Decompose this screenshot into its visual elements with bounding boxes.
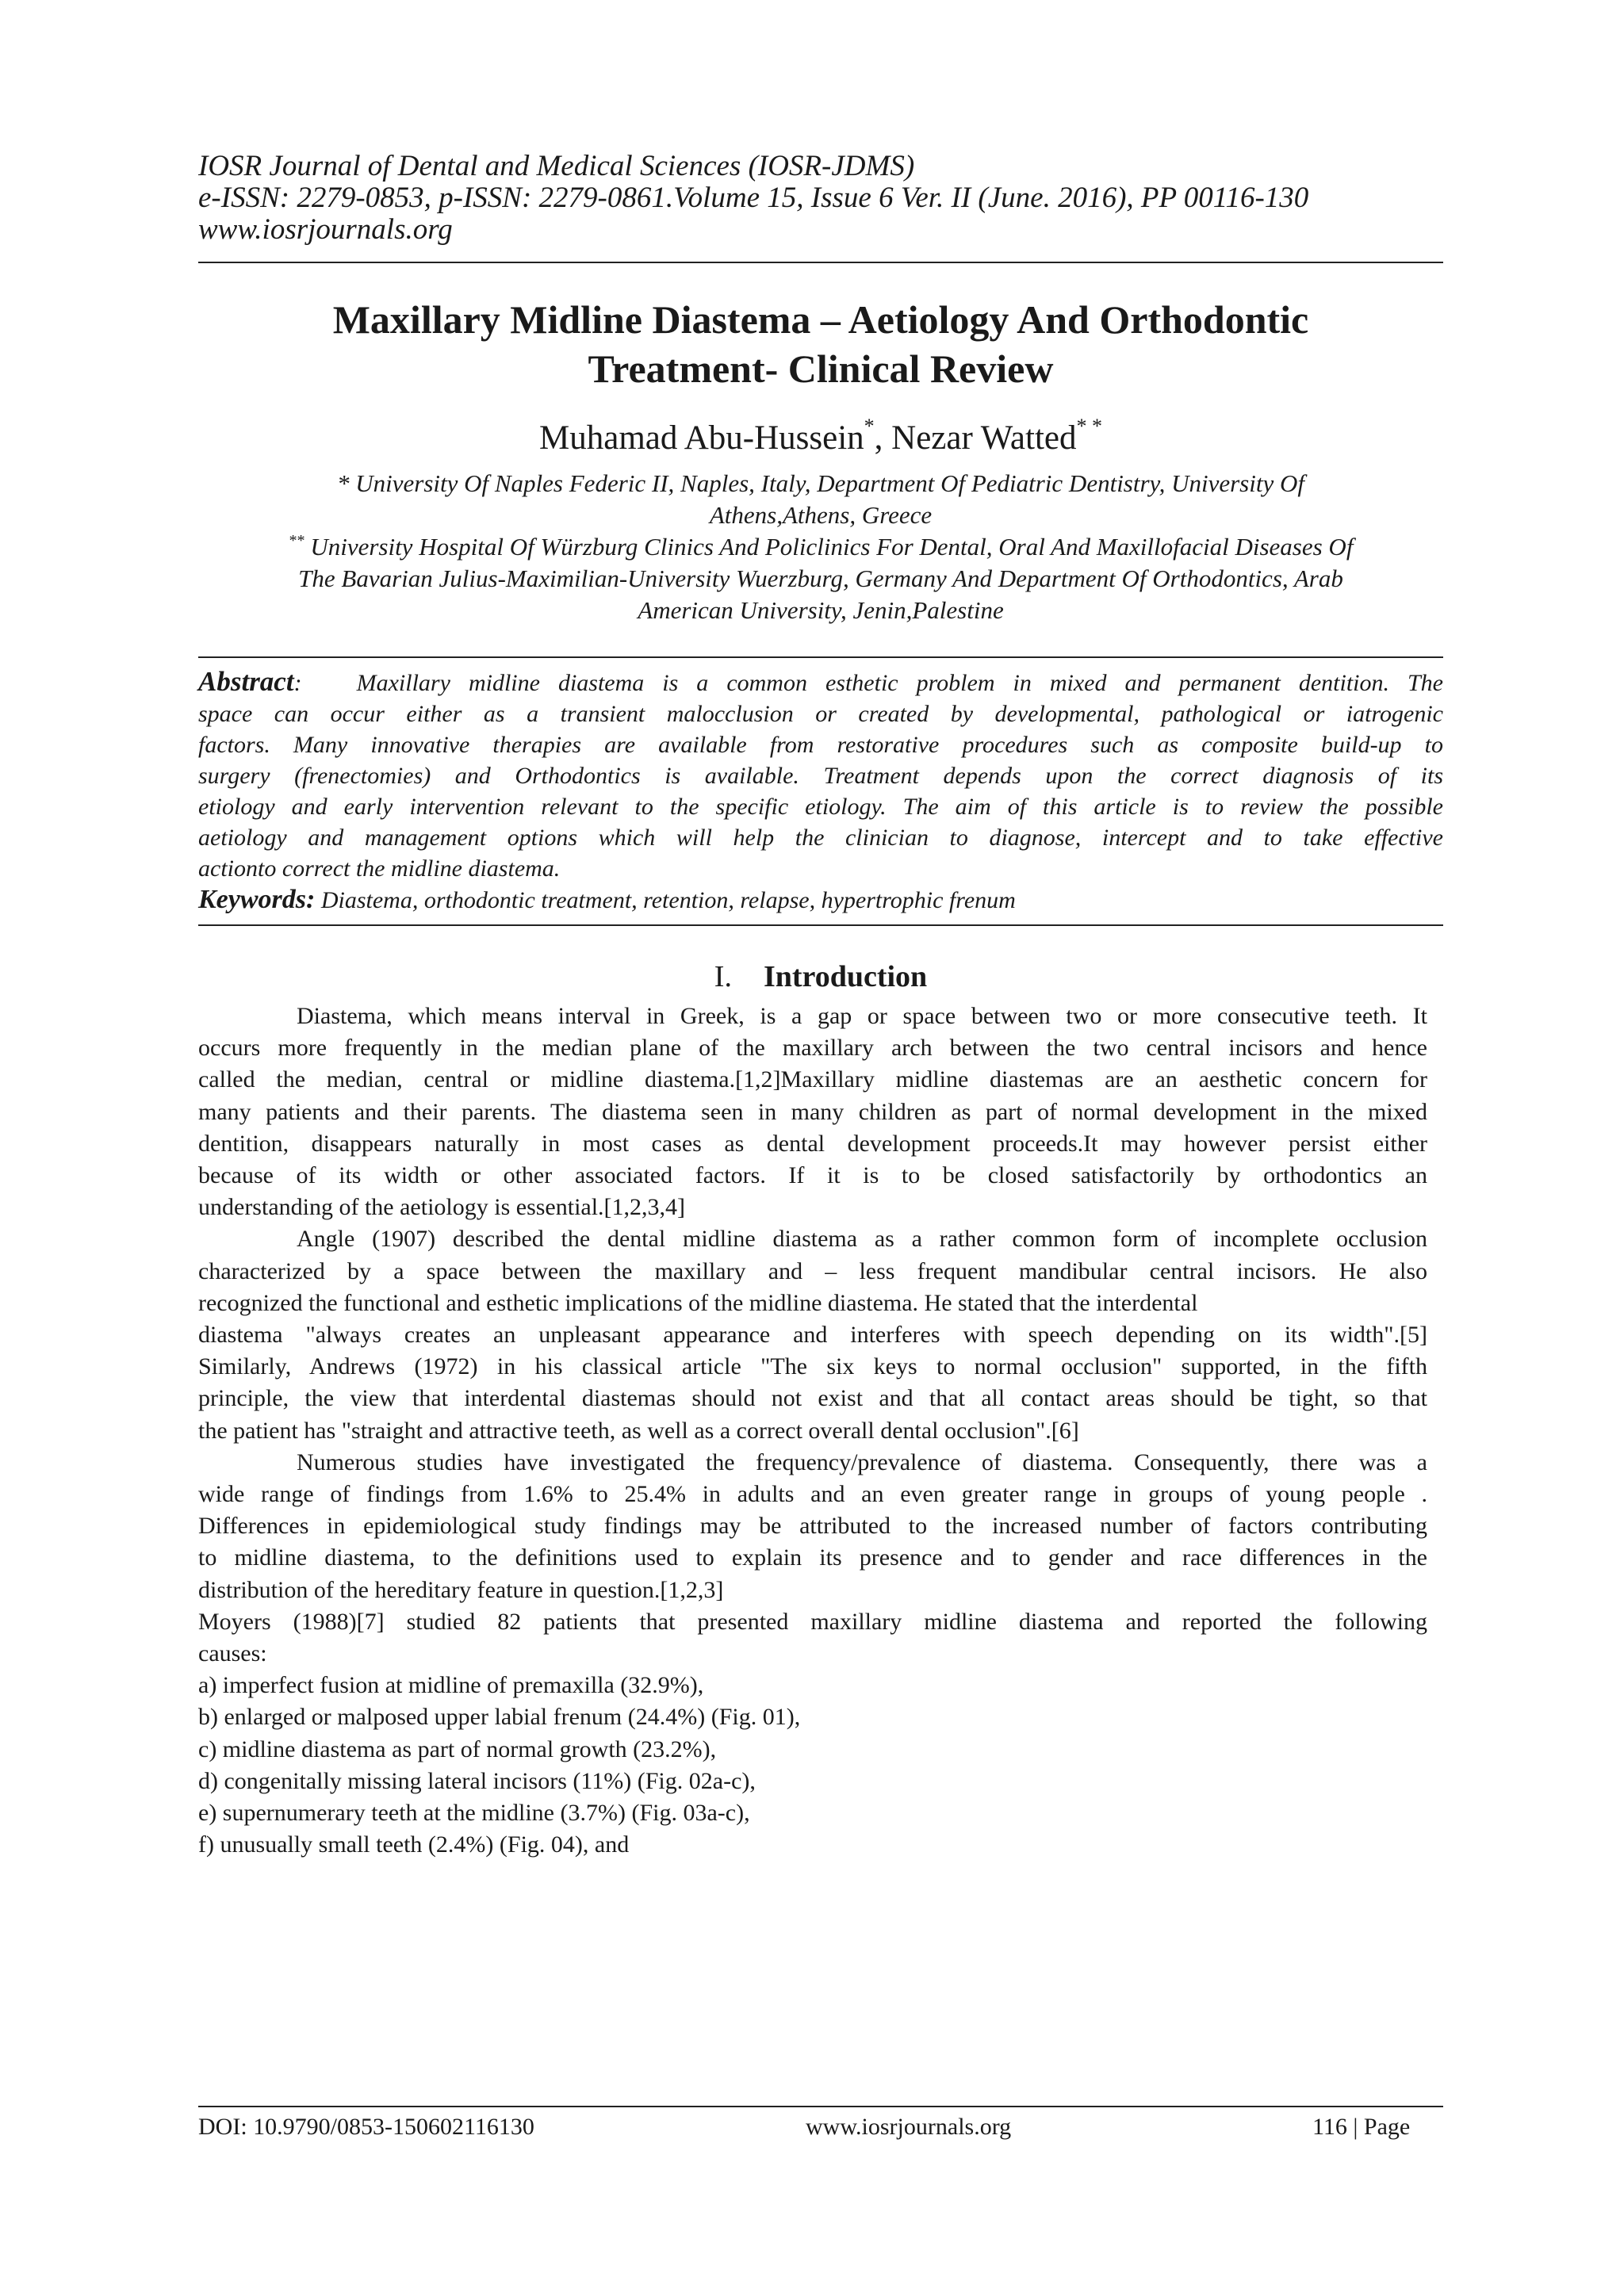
author-separator: , <box>874 419 892 457</box>
body-line: a) imperfect fusion at midline of premaxilla (32.9%), <box>198 1672 704 1699</box>
journal-header <box>198 151 1443 246</box>
abstract-line-2: space can occur either as a transient malocclusion or created by developmental, pathological or iatrogenic <box>198 701 1443 727</box>
section-title: Introduction <box>763 960 928 993</box>
affiliation-1 <box>198 468 1443 531</box>
abstract-colon: : <box>293 670 302 696</box>
journal-name: IOSR Journal of Dental and Medical Sciences (IOSR-JDMS) <box>198 150 915 182</box>
body-text <box>198 1001 1427 1861</box>
abstract-text-1: Maxillary midline diastema is a common esthetic problem in mixed and permanent dentition. The <box>356 670 1443 696</box>
abstract-line-7: actionto correct the midline diastema. <box>198 855 561 882</box>
author-2-mark: * * <box>1076 415 1102 438</box>
body-line: to midline diastema, to the definitions used to explain its presence and to gender and race differences in the <box>198 1544 1427 1571</box>
paper-title <box>198 295 1443 393</box>
journal-website: www.iosrjournals.org <box>198 213 453 246</box>
body-line: causes: <box>198 1640 267 1667</box>
body-line: dentition, disappears naturally in most cases as dental development proceeds.It may however persist either <box>198 1130 1427 1157</box>
keywords-label: Keywords: <box>198 885 316 914</box>
abstract-line-5: etiology and early intervention relevant to the specific etiology. The aim of this article is to review the possible <box>198 794 1443 820</box>
affiliation-1-line-2: Athens,Athens, Greece <box>709 501 933 529</box>
body-line: d) congenitally missing lateral incisors (11%) (Fig. 02a-c), <box>198 1767 756 1794</box>
author-1: Muhamad Abu-Hussein <box>539 419 864 457</box>
body-line: many patients and their parents. The diastema seen in many children as part of normal development in the mixed <box>198 1098 1427 1125</box>
author-1-mark: * <box>864 415 875 438</box>
body-line: because of its width or other associated factors. If it is to be closed satisfactorily by orthodontics an <box>198 1162 1427 1189</box>
title-line-1: Maxillary Midline Diastema – Aetiology And Orthodontic <box>332 297 1309 342</box>
body-line: understanding of the aetiology is essential.[1,2,3,4] <box>198 1194 686 1221</box>
header-rule <box>198 262 1443 263</box>
body-line: diastema "always creates an unpleasant appearance and interferes with speech depending on its width".[5] <box>198 1322 1427 1349</box>
body-line: Similarly, Andrews (1972) in his classical article "The six keys to normal occlusion" supported, in the fifth <box>198 1353 1427 1380</box>
body-line: c) midline diastema as part of normal growth (23.2%), <box>198 1735 717 1762</box>
abstract-line-3: factors. Many innovative therapies are available from restorative procedures such as composite build-up to <box>198 732 1443 758</box>
footer-website: www.iosrjournals.org <box>806 2114 1012 2140</box>
body-line: f) unusually small teeth (2.4%) (Fig. 04), and <box>198 1831 630 1858</box>
abstract-label: Abstract <box>198 666 294 697</box>
title-line-2: Treatment- Clinical Review <box>588 346 1054 391</box>
affiliation-2-mark: ** <box>288 532 304 549</box>
abstract-line-6: aetiology and management options which will help the clinician to diagnose, intercept and to take effective <box>198 825 1443 851</box>
author-list <box>198 415 1443 458</box>
affiliation-2 <box>198 531 1443 626</box>
footer-page-number: 116 | Page <box>1312 2114 1411 2140</box>
body-line: Diastema, which means interval in Greek, is a gap or space between two or more consecutive teeth. It <box>297 1003 1427 1029</box>
footer-doi: DOI: 10.9790/0853-150602116130 <box>198 2114 534 2140</box>
abstract <box>198 666 1443 916</box>
body-line: recognized the functional and esthetic implications of the midline diastema. He stated that the interdental <box>198 1289 1198 1316</box>
affiliation-2-line-1: University Hospital Of Würzburg Clinics And Policlinics For Dental, Oral And Maxillofacial Diseases Of <box>304 533 1354 561</box>
abstract-bottom-rule <box>198 924 1443 926</box>
body-line: Moyers (1988)[7] studied 82 patients that presented maxillary midline diastema and reported the following <box>198 1608 1427 1635</box>
body-line: wide range of findings from 1.6% to 25.4% in adults and an even greater range in groups of young people . <box>198 1481 1427 1508</box>
body-line: Numerous studies have investigated the frequency/prevalence of diastema. Consequently, there was a <box>297 1448 1427 1475</box>
body-line: Differences in epidemiological study findings may be attributed to the increased number of factors contributing <box>198 1513 1427 1540</box>
abstract-top-rule <box>198 656 1443 658</box>
body-line: principle, the view that interdental diastemas should not exist and that all contact areas should be tight, so that <box>198 1385 1427 1412</box>
author-2: Nezar Watted <box>891 419 1077 457</box>
affiliation-2-line-2: The Bavarian Julius-Maximilian-University Wuerzburg, Germany And Department Of Orthodontics, Arab <box>298 564 1343 592</box>
body-line: e) supernumerary teeth at the midline (3.7%) (Fig. 03a-c), <box>198 1800 750 1827</box>
keywords-line <box>198 884 1443 916</box>
body-line: called the median, central or midline diastema.[1,2]Maxillary midline diastemas are an aesthetic concern for <box>198 1066 1427 1093</box>
body-line: distribution of the hereditary feature in question.[1,2,3] <box>198 1576 724 1603</box>
affiliation-2-line-3: American University, Jenin,Palestine <box>638 596 1004 624</box>
body-line: the patient has "straight and attractive teeth, as well as a correct overall dental occlusion".[6] <box>198 1417 1079 1444</box>
body-line: occurs more frequently in the median plane of the maxillary arch between the two central incisors and hence <box>198 1035 1427 1062</box>
abstract-line-1 <box>198 666 1443 698</box>
section-heading <box>198 959 1443 994</box>
section-number: I. <box>714 960 732 993</box>
body-line: b) enlarged or malposed upper labial frenum (24.4%) (Fig. 01), <box>198 1704 801 1731</box>
abstract-line-4: surgery (frenectomies) and Orthodontics is available. Treatment depends upon the correct diagnosis of its <box>198 763 1443 789</box>
body-line: characterized by a space between the maxillary and – less frequent mandibular central incisors. He also <box>198 1257 1427 1284</box>
journal-issn: e-ISSN: 2279-0853, p-ISSN: 2279-0861.Volume 15, Issue 6 Ver. II (June. 2016), PP 00116-130 <box>198 182 1309 214</box>
body-line: Angle (1907) described the dental midline diastema as a rather common form of incomplete occlusion <box>297 1226 1427 1253</box>
footer-rule <box>198 2106 1443 2107</box>
keywords-text: Diastema, orthodontic treatment, retention, relapse, hypertrophic frenum <box>315 887 1016 913</box>
affiliation-1-line-1: * University Of Naples Federic II, Naples, Italy, Department Of Pediatric Dentistry, University Of <box>337 469 1304 497</box>
